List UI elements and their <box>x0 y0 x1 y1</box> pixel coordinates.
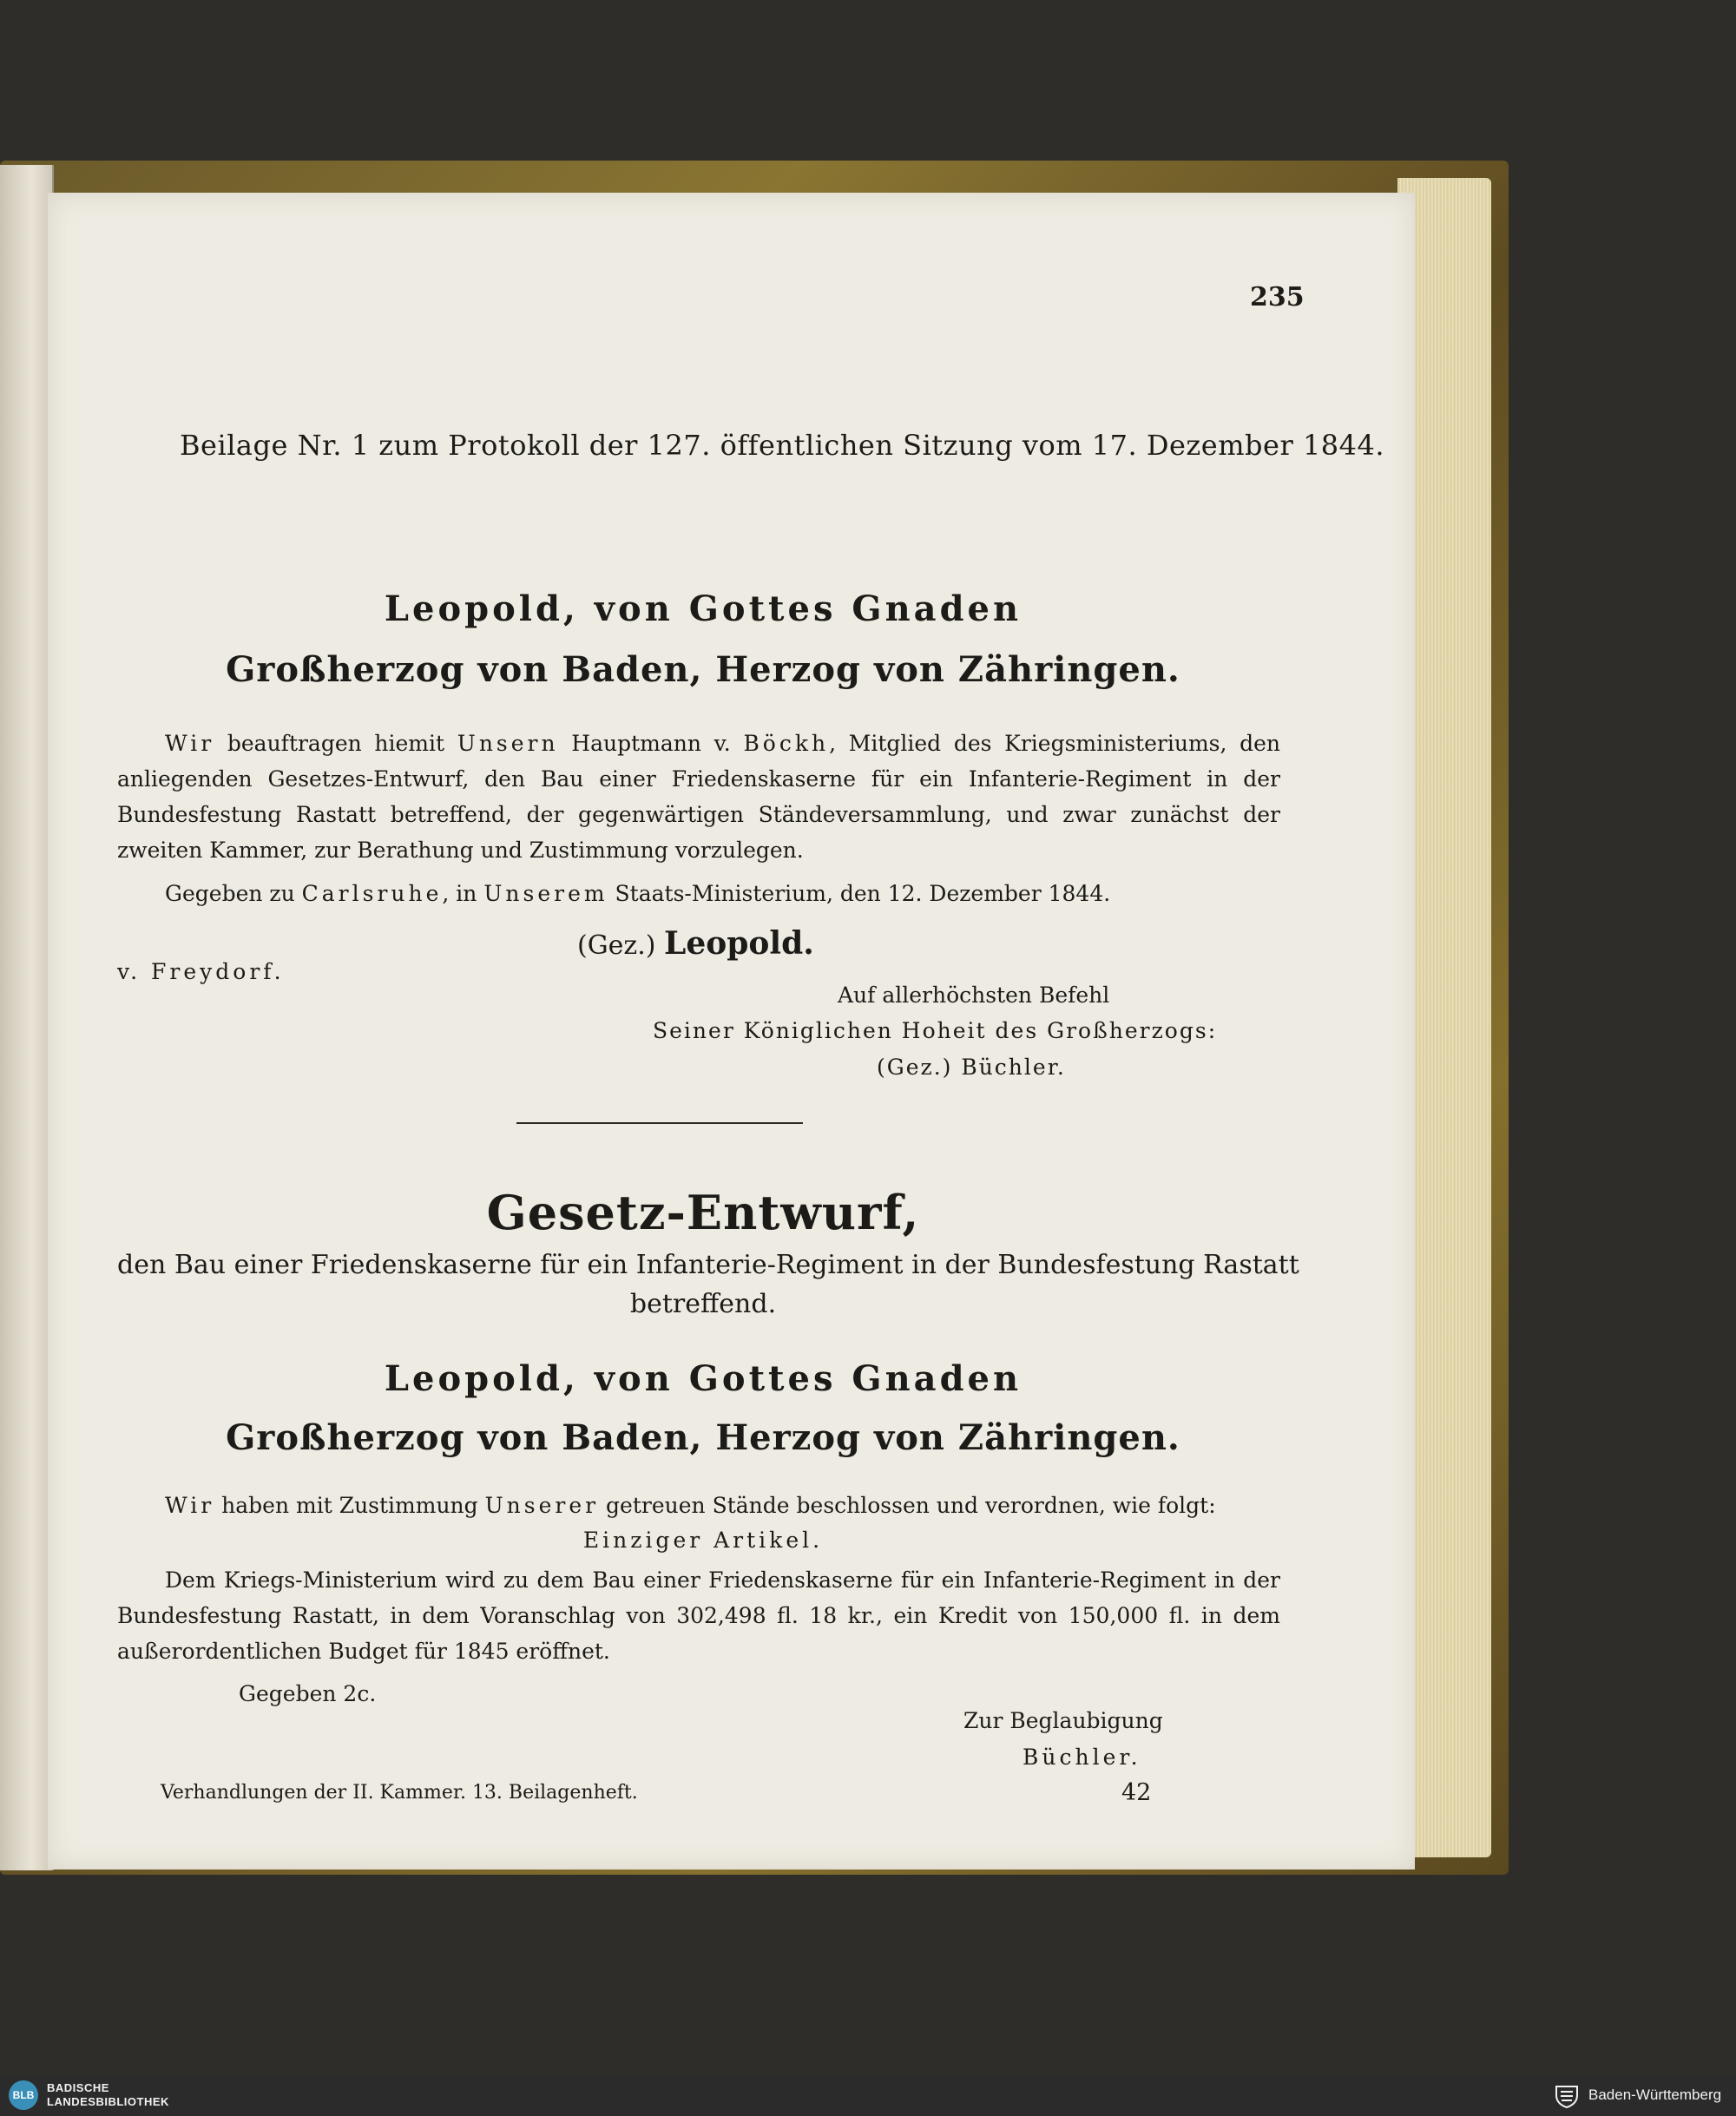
decree-city: Carlsruhe <box>301 881 443 906</box>
blb-library-name[interactable]: BADISCHE LANDESBIBLIOTHEK <box>47 2081 169 2108</box>
entwurf-intro: Wir haben mit Zustimmung Unserer getreuen Stände beschlossen und verordnen, wie folgt: <box>165 1493 1216 1518</box>
section-divider <box>516 1122 803 1124</box>
footer-page: 42 <box>1121 1779 1152 1806</box>
countersign-freydorf: v. Freydorf. <box>117 959 285 984</box>
entwurf-subtitle-line2: betreffend. <box>629 1289 777 1319</box>
entwurf-title: Gesetz-Entwurf, <box>486 1185 920 1240</box>
article-text: Dem Kriegs-Ministerium wird zu dem Bau einer Friedenskaserne für ein Infanterie-Regiment in der Bundesfestung Rastatt, in dem Voranschlag von 302,498 fl. 18 kr., ein Kredit von 150,000 fl. in dem außerordentlichen Budget für 1845 eröffnet. <box>117 1567 1280 1664</box>
befehl-line: Auf allerhöchsten Befehl <box>838 982 1110 1008</box>
baden-wuerttemberg-crest-icon[interactable] <box>1554 2082 1580 2108</box>
page-number: 235 <box>1250 282 1305 312</box>
signature-line <box>577 925 814 962</box>
entwurf-title-line2: Großherzog von Baden, Herzog von Zähringen. <box>226 1417 1180 1458</box>
signature-leopold: Leopold. <box>664 925 814 962</box>
beglaubigung-buechler: Büchler. <box>1023 1745 1141 1770</box>
decree-given: Gegeben zu Carlsruhe, in Unserem Staats-Ministerium, den 12. Dezember 1844. <box>165 881 1111 906</box>
decree-wir: Wir <box>165 731 215 756</box>
decree-boeckh: Böckh <box>743 731 830 756</box>
article-heading: Einziger Artikel. <box>582 1528 824 1553</box>
gez-label: (Gez.) <box>577 930 656 961</box>
gez-buechler: (Gez.) Büchler. <box>877 1055 1066 1080</box>
baden-wuerttemberg-label[interactable]: Baden-Württemberg <box>1588 2086 1722 2103</box>
decree-unsern: Unsern <box>457 731 559 756</box>
entwurf-title-line1: Leopold, von Gottes Gnaden <box>384 1358 1023 1399</box>
bleed-through-text <box>108 340 120 410</box>
footer-left: Verhandlungen der II. Kammer. 13. Beilagenheft. <box>161 1782 638 1804</box>
book-spine <box>0 165 54 1870</box>
hoheit-line: Seiner Königlichen Hoheit des Großherzogs: <box>653 1018 1218 1043</box>
entwurf-given: Gegeben 2c. <box>239 1681 377 1706</box>
viewer-footer-bar <box>0 2074 1736 2116</box>
decree-body: Wir beauftragen hiemit Unsern Hauptmann v. Böckh, Mitglied des Kriegsministeriums, den anliegenden Gesetzes-Entwurf, den Bau einer Friedenskaserne für ein Infanterie-Regiment in der Bundesfestung Rastatt betreffend, der gegenwärtigen Ständeversammlung, und zwar zunächst der zweiten Kammer, zur Berathung und Zustimmung vorzulegen. <box>117 731 1281 863</box>
decree-title-line1: Leopold, von Gottes Gnaden <box>384 588 1023 629</box>
beilage-heading: Beilage Nr. 1 zum Protokoll der 127. öffentlichen Sitzung vom 17. Dezember 1844. <box>180 429 1385 462</box>
blb-logo-icon[interactable]: BLB <box>9 2080 38 2110</box>
beglaubigung-label: Zur Beglaubigung <box>963 1708 1163 1733</box>
entwurf-subtitle-line1: den Bau einer Friedenskaserne für ein Infanterie-Regiment in der Bundesfestung Rastatt <box>117 1250 1299 1280</box>
decree-title-line2: Großherzog von Baden, Herzog von Zähringen. <box>226 649 1180 690</box>
